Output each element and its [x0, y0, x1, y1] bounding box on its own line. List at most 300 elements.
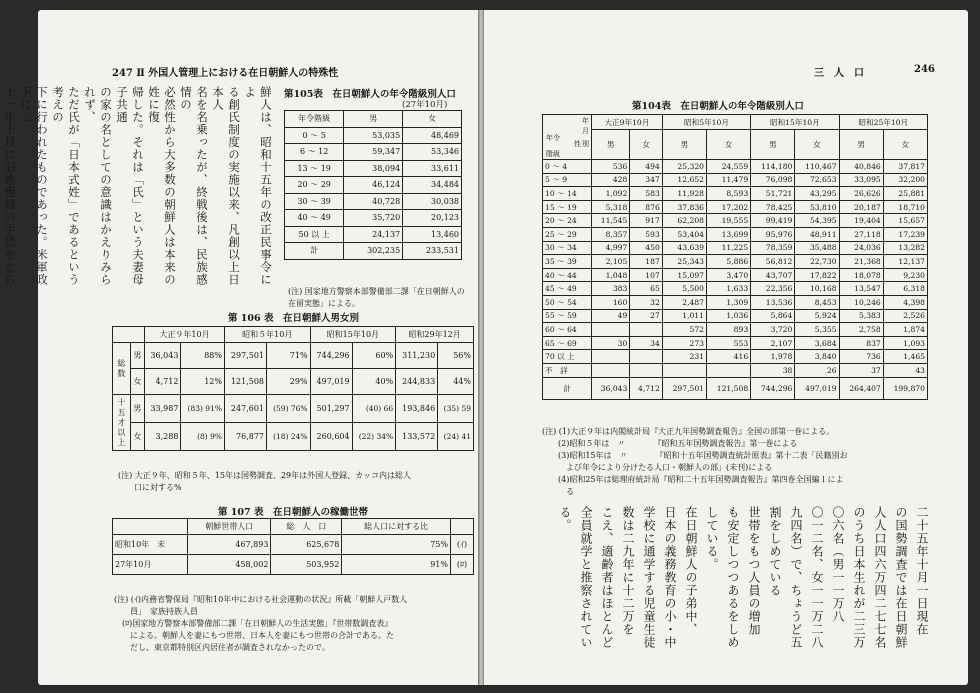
t104-title: 第104表 在日朝鮮人の年令階級別人口: [632, 101, 804, 112]
body-text-line: 九四名）で、ちょうど五: [789, 506, 803, 649]
t104-cell: 160: [592, 295, 630, 309]
t104-cell: 3,840: [795, 350, 839, 364]
running-head-left: 247 Ⅱ 外国人管理上における在日朝鮮人の特殊性: [112, 68, 339, 79]
t104-cell: 428: [592, 173, 630, 187]
body-text-line: 世帯をもつ人員の増加: [747, 506, 761, 636]
table-row: [543, 173, 928, 187]
body-text-line: の家の名としての意識はかえりみられず、: [83, 86, 113, 286]
t104-cell: 0 〜 4: [543, 160, 592, 174]
body-text-line: 在日朝鮮人の子弟中、: [684, 506, 698, 636]
body-text-line: 二十五年十月一日現在: [915, 506, 929, 636]
t104-cell: 1,011: [662, 309, 706, 323]
t104-cell: 837: [839, 336, 883, 350]
table-row: [543, 187, 928, 201]
t104-period: 大正9年10月: [592, 115, 663, 130]
t104-total: 36,043: [592, 377, 630, 399]
t106-cell: 247,601: [224, 395, 266, 423]
t104-cell: 110,467: [795, 160, 839, 174]
t106-cell: 71%: [267, 343, 311, 369]
table-row: [285, 193, 462, 210]
t104-cell: 450: [630, 241, 662, 255]
t104-cell: 24,559: [706, 160, 750, 174]
t105-title: 第105表 在日朝鮮人の年令階級別人口: [284, 89, 456, 100]
t107-cell: 503,952: [271, 555, 342, 575]
t106-note: (注) 大正９年、昭和５年、15年は国勢調査、29年は外国人登録、カッコ内は総人: [118, 471, 412, 480]
t104-cell: 95,976: [751, 227, 795, 241]
t104-cell: 2,105: [592, 255, 630, 269]
t104-cell: 1,036: [706, 309, 750, 323]
t105-cell: 35,720: [344, 210, 403, 227]
t104-cell: 3,720: [751, 323, 795, 337]
t104-cell: 30: [592, 336, 630, 350]
t104-cell: 9,230: [883, 268, 927, 282]
t104-note-line: (4)昭和25年は総理府統計局『昭和二十五年国勢調査報告』第四巻全国編１によ: [542, 475, 844, 484]
t104-note-line: (2)昭和５年は 〃 『昭和五年国勢調査報告』第一巻による: [542, 439, 798, 448]
t105-cell: 6 〜 12: [285, 144, 344, 161]
t104-cell: 不 詳: [543, 363, 592, 377]
t105-cell: 40,728: [344, 193, 403, 210]
t106-cell: 311,230: [396, 343, 438, 369]
t104-sex: 男: [751, 130, 795, 160]
t105-cell: 13 〜 19: [285, 160, 344, 177]
left-page: [3, 10, 478, 685]
right-page: [484, 10, 968, 685]
body-text-right: [542, 506, 932, 682]
table-row: [543, 336, 928, 350]
t106-note: 口に対する%: [134, 483, 182, 492]
t104-cell: 25,881: [883, 187, 927, 201]
t107-cell: 91%: [342, 555, 451, 575]
table-row: [285, 226, 462, 243]
t104-cell: 43,295: [795, 187, 839, 201]
t106-group-15: 十五才以上: [113, 395, 131, 451]
t104-cell: 50 〜 54: [543, 295, 592, 309]
t104-cell: 13,547: [839, 282, 883, 296]
table-row: [543, 363, 928, 377]
t105-cell: 40 〜 49: [285, 210, 344, 227]
t104-cell: 45 〜 49: [543, 282, 592, 296]
t105-total-m: 302,235: [344, 243, 403, 260]
t104-cell: 11,225: [706, 241, 750, 255]
t104-cell: 18,078: [839, 268, 883, 282]
t104-cell: 5,355: [795, 323, 839, 337]
t107-header: [451, 519, 474, 535]
table-row: [543, 241, 928, 255]
t106-col: 昭和15年10月: [310, 327, 396, 343]
t106-cell: 121,508: [224, 369, 266, 395]
t104-cell: [592, 363, 630, 377]
t104-cell: 114,180: [751, 160, 795, 174]
t105-cell: 48,469: [403, 127, 462, 144]
t104-cell: 20 〜 24: [543, 214, 592, 228]
t104-cell: 43: [883, 363, 927, 377]
t104-cell: 78,425: [751, 200, 795, 214]
t105-cell: 46,124: [344, 177, 403, 194]
t104-note-line: よび年令により分けたる人口・朝鮮人の部」(未刊)による: [542, 463, 773, 472]
table-row: [285, 177, 462, 194]
t105-cell: 59,347: [344, 144, 403, 161]
t104-cell: 5 〜 9: [543, 173, 592, 187]
table-row: [285, 210, 462, 227]
t104-cell: 25,320: [662, 160, 706, 174]
t107-cell: 昭和10年 末: [113, 535, 188, 555]
t104-cell: 1,978: [751, 350, 795, 364]
t104-cell: 27: [630, 309, 662, 323]
t104-cell: 893: [706, 323, 750, 337]
t106-cell: 244,833: [396, 369, 438, 395]
t106-cell: 497,019: [310, 369, 352, 395]
t106-cell: 76,877: [224, 423, 266, 451]
t104-cell: 12,137: [883, 255, 927, 269]
t104-cell: 40,846: [839, 160, 883, 174]
table-row: [543, 323, 928, 337]
t104-cell: [630, 363, 662, 377]
t106-cell: 88%: [181, 343, 225, 369]
t104-cell: 1,309: [706, 295, 750, 309]
t104-cell: 40 〜 44: [543, 268, 592, 282]
body-text-line: 全員就学と推察されてい: [579, 506, 593, 649]
t104-cell: 5,500: [662, 282, 706, 296]
t106-cell: (40) 66: [352, 395, 396, 423]
t104-cell: 48,911: [795, 227, 839, 241]
t104-cell: 11,545: [592, 214, 630, 228]
t104-cell: [592, 323, 630, 337]
t104-cell: 32: [630, 295, 662, 309]
t104-cell: 60 〜 64: [543, 323, 592, 337]
t104-cell: 2,107: [751, 336, 795, 350]
t104-cell: 553: [706, 336, 750, 350]
body-text-line: も安定しつつあるをしめ: [726, 506, 740, 649]
t106-cell: 60%: [352, 343, 396, 369]
t105-cell: 53,346: [403, 144, 462, 161]
t106-cell: 744,296: [310, 343, 352, 369]
table-row: [543, 282, 928, 296]
t104-cell: 5,886: [706, 255, 750, 269]
t104-notes: [542, 426, 848, 498]
table-row: [543, 268, 928, 282]
t107-cell: (ｲ): [451, 535, 474, 555]
t106-cell: 3,288: [145, 423, 181, 451]
body-text-line: 必然性から大多数の朝鮮人は本来の姓に復: [147, 86, 177, 286]
t104-cell: 10 〜 14: [543, 187, 592, 201]
t105-cell: 34,484: [403, 177, 462, 194]
t106-cell: (59) 76%: [267, 395, 311, 423]
body-text-left: [3, 86, 274, 296]
t104-corner: [543, 115, 592, 160]
t104-cell: 736: [839, 350, 883, 364]
t104-cell: 11,479: [706, 173, 750, 187]
table-row: [543, 160, 928, 174]
t104-cell: 25,343: [662, 255, 706, 269]
t106-cell: 4,712: [145, 369, 181, 395]
body-text-line: 人人口四六万四二七七名: [873, 506, 887, 649]
t104-cell: 876: [630, 200, 662, 214]
t104-cell: 1,465: [883, 350, 927, 364]
body-text-line: 名を名乗ったが、終戦後は、民族感情の: [179, 86, 209, 286]
body-text-line: 日本の義務教育の小・中: [663, 506, 677, 649]
table-row: [543, 255, 928, 269]
t104-cell: [630, 350, 662, 364]
t106-cell: (24) 41: [438, 423, 474, 451]
t107-cell: 467,893: [188, 535, 271, 555]
t104-cell: 33,095: [839, 173, 883, 187]
table-row: [543, 214, 928, 228]
t105-subtitle: (27年10月): [402, 100, 448, 110]
t104-cell: [592, 350, 630, 364]
t104-cell: 273: [662, 336, 706, 350]
t105-cell: 20 〜 29: [285, 177, 344, 194]
t104-cell: 17,822: [795, 268, 839, 282]
t104-sex: 男: [592, 130, 630, 160]
t107-cell: 625,678: [271, 535, 342, 555]
t104-cell: 11,928: [662, 187, 706, 201]
corner-label: 階級: [546, 150, 560, 158]
t104-cell: 917: [630, 214, 662, 228]
t104-cell: 26: [795, 363, 839, 377]
t104-cell: 49: [592, 309, 630, 323]
t104-cell: 62,208: [662, 214, 706, 228]
t105-cell: 13,460: [403, 226, 462, 243]
t104-cell: 56,812: [751, 255, 795, 269]
t104-cell: 35 〜 39: [543, 255, 592, 269]
t104-cell: [630, 323, 662, 337]
t104-cell: 18,710: [883, 200, 927, 214]
t104-total: 744,296: [751, 377, 795, 399]
page-number: 246: [914, 64, 935, 75]
t104-cell: 1,633: [706, 282, 750, 296]
t104-cell: 494: [630, 160, 662, 174]
t104-period: 昭和25年10月: [839, 115, 927, 130]
table-104: [542, 114, 928, 400]
body-text-line: る。: [558, 506, 572, 532]
t104-cell: 2,526: [883, 309, 927, 323]
t106-cell: 44%: [438, 369, 474, 395]
t106-cell: (18) 24%: [267, 423, 311, 451]
t104-cell: 5,318: [592, 200, 630, 214]
t106-cell: 56%: [438, 343, 474, 369]
t104-cell: 8,357: [592, 227, 630, 241]
t106-sex: 女: [130, 423, 144, 451]
corner-label: 月: [582, 127, 589, 135]
t105-cell: 38,094: [344, 160, 403, 177]
t106-col: 大正９年10月: [145, 327, 225, 343]
t104-cell: 37,836: [662, 200, 706, 214]
t104-total: 121,508: [706, 377, 750, 399]
table-107: [112, 518, 474, 575]
t104-cell: 383: [592, 282, 630, 296]
t104-cell: 8,453: [795, 295, 839, 309]
t107-note-line: 員」 家族持族人員: [114, 607, 198, 616]
t106-cell: 260,604: [310, 423, 352, 451]
t104-cell: 10,168: [795, 282, 839, 296]
t104-cell: 17,239: [883, 227, 927, 241]
t104-cell: 21,368: [839, 255, 883, 269]
t104-cell: 37,817: [883, 160, 927, 174]
table-row: [543, 227, 928, 241]
corner-label: 別: [582, 140, 589, 148]
t107-note-line: による。朝鮮人を妻にもつ世帯、日本人を妻にもつ世帯の合計である。た: [114, 631, 394, 640]
t106-cell: 29%: [267, 369, 311, 395]
t104-note-line: (注) (1)大正９年は内閣統計局『大正九年国勢調査報告』全国の部第一巻による。: [542, 427, 835, 436]
body-text-line: 数は二九年に十二万を: [621, 506, 635, 636]
t104-cell: 70 以 上: [543, 350, 592, 364]
t104-cell: 65: [630, 282, 662, 296]
t104-sex: 女: [795, 130, 839, 160]
t105-header: 男: [344, 111, 403, 128]
t104-cell: 1,093: [883, 336, 927, 350]
t104-cell: 2,758: [839, 323, 883, 337]
t104-cell: 536: [592, 160, 630, 174]
t107-cell: (ﾛ): [451, 555, 474, 575]
t107-title: 第 107 表 在日朝鮮人の稼働世帯: [218, 507, 368, 518]
t104-cell: 76,098: [751, 173, 795, 187]
t104-cell: 32,200: [883, 173, 927, 187]
t104-sex: 女: [883, 130, 927, 160]
t106-cell: 12%: [181, 369, 225, 395]
t104-period: 昭和5年10月: [662, 115, 750, 130]
t104-cell: 43,639: [662, 241, 706, 255]
t104-cell: 26,626: [839, 187, 883, 201]
t104-cell: 51,721: [751, 187, 795, 201]
t107-note-line: (注) (ｲ)内務省警保局『昭和10年中における社会運動の状況』所載「朝鮮人戸数人: [114, 595, 408, 604]
t106-sex: 男: [130, 395, 144, 423]
body-text-line: している。: [705, 506, 719, 571]
table-row: [543, 200, 928, 214]
t104-cell: 65 〜 69: [543, 336, 592, 350]
t105-total-f: 233,531: [403, 243, 462, 260]
t104-cell: 107: [630, 268, 662, 282]
t104-total: 264,407: [839, 377, 883, 399]
t105-cell: 24,137: [344, 226, 403, 243]
t104-cell: 13,282: [883, 241, 927, 255]
body-text-line: の国勢調査では在日朝鮮: [894, 506, 908, 649]
t104-cell: 34: [630, 336, 662, 350]
table-row: [285, 127, 462, 144]
t107-header: 朝鮮世帯人口: [188, 519, 271, 535]
t105-total-label: 計: [285, 243, 344, 260]
t106-cell: 133,572: [396, 423, 438, 451]
t104-cell: 53,810: [795, 200, 839, 214]
t104-cell: 3,684: [795, 336, 839, 350]
t105-cell: 30,038: [403, 193, 462, 210]
t104-cell: 53,404: [662, 227, 706, 241]
t104-cell: 5,864: [751, 309, 795, 323]
t104-cell: 19,555: [706, 214, 750, 228]
body-text-line: 鮮人は、昭和十五年の改正民事令によ: [243, 86, 273, 286]
t106-cell: (8) 9%: [181, 423, 225, 451]
t107-header: 総人口に対する比: [342, 519, 451, 535]
t107-cell: 75%: [342, 535, 451, 555]
t104-cell: 187: [630, 255, 662, 269]
table-row: [285, 144, 462, 161]
t104-cell: 5,383: [839, 309, 883, 323]
table-106: [112, 326, 474, 451]
t104-cell: 12,652: [662, 173, 706, 187]
corner-label: 性: [574, 140, 581, 148]
t106-col: 昭和５年10月: [224, 327, 310, 343]
t104-cell: 13,536: [751, 295, 795, 309]
body-text-line: 〇一二名、女一一万二八: [810, 506, 824, 649]
table-105: [284, 110, 462, 260]
t104-cell: 27,118: [839, 227, 883, 241]
t105-header: 女: [403, 111, 462, 128]
t104-cell: 55 〜 59: [543, 309, 592, 323]
t104-cell: 5,924: [795, 309, 839, 323]
t106-title: 第 106 表 在日朝鮮人男女別: [228, 313, 359, 324]
t104-cell: 43,707: [751, 268, 795, 282]
t104-cell: [662, 363, 706, 377]
t104-cell: 8,593: [706, 187, 750, 201]
body-text-line: ただ氏が「日本式姓」であるという考えの: [51, 86, 81, 286]
body-text-line: 十一年十月に旧姓復帰の手続をとら: [3, 86, 17, 286]
t104-cell: 13,699: [706, 227, 750, 241]
t105-note: (注) 国家地方警察本部警備部二課「在日朝鮮人の在留実態」による。: [288, 287, 465, 308]
t104-cell: 22,730: [795, 255, 839, 269]
t106-cell: 36,043: [145, 343, 181, 369]
t104-cell: 347: [630, 173, 662, 187]
corner-label: 年: [582, 117, 589, 125]
t106-cell: 40%: [352, 369, 396, 395]
table-row: [543, 309, 928, 323]
t105-cell: 0 〜 5: [285, 127, 344, 144]
t104-sex: 男: [662, 130, 706, 160]
t104-sex: 女: [706, 130, 750, 160]
t104-cell: 6,318: [883, 282, 927, 296]
t104-cell: 15,657: [883, 214, 927, 228]
t105-cell: 20,123: [403, 210, 462, 227]
t107-cell: 458,002: [188, 555, 271, 575]
t104-cell: 78,359: [751, 241, 795, 255]
t104-cell: 593: [630, 227, 662, 241]
t104-cell: 3,470: [706, 268, 750, 282]
t104-cell: 72,653: [795, 173, 839, 187]
t104-cell: 99,419: [751, 214, 795, 228]
t106-cell: 297,501: [224, 343, 266, 369]
t104-cell: 24,036: [839, 241, 883, 255]
body-text-line: のうち日本生れが二三万: [852, 506, 866, 649]
t104-cell: 15,097: [662, 268, 706, 282]
t104-cell: 15 〜 19: [543, 200, 592, 214]
t107-header: [113, 519, 188, 535]
body-text-line: 〇六名（男一一万八: [831, 506, 845, 623]
t106-cell: (22) 34%: [352, 423, 396, 451]
t104-cell: 22,356: [751, 282, 795, 296]
t104-cell: 1,092: [592, 187, 630, 201]
t104-cell: 583: [630, 187, 662, 201]
t105-cell: 33,611: [403, 160, 462, 177]
t106-cell: (35) 59: [438, 395, 474, 423]
t104-sex: 男: [839, 130, 883, 160]
t105-cell: 50 以 上: [285, 226, 344, 243]
t104-cell: 30 〜 34: [543, 241, 592, 255]
t104-note-line: (3)昭和15年は 〃 『昭和十五年国勢調査統計原表』第十二表「民籍別お: [542, 451, 848, 460]
t106-sex: 男: [130, 343, 144, 369]
t104-cell: 10,246: [839, 295, 883, 309]
t104-cell: 2,487: [662, 295, 706, 309]
t104-cell: 416: [706, 350, 750, 364]
t106-group-total: 総数: [113, 343, 131, 395]
body-text-line: 下に行われたものであった。米軍政下に二: [19, 86, 49, 286]
body-text-line: 帰した。それは「氏」という夫妻母子共通: [115, 86, 145, 286]
t104-cell: 572: [662, 323, 706, 337]
t104-cell: 1,048: [592, 268, 630, 282]
t104-total-label: 計: [543, 377, 592, 399]
t104-cell: 35,488: [795, 241, 839, 255]
t104-cell: 17,202: [706, 200, 750, 214]
t104-total: 297,501: [662, 377, 706, 399]
t104-note-line: る: [542, 487, 574, 496]
t105-cell: 53,035: [344, 127, 403, 144]
